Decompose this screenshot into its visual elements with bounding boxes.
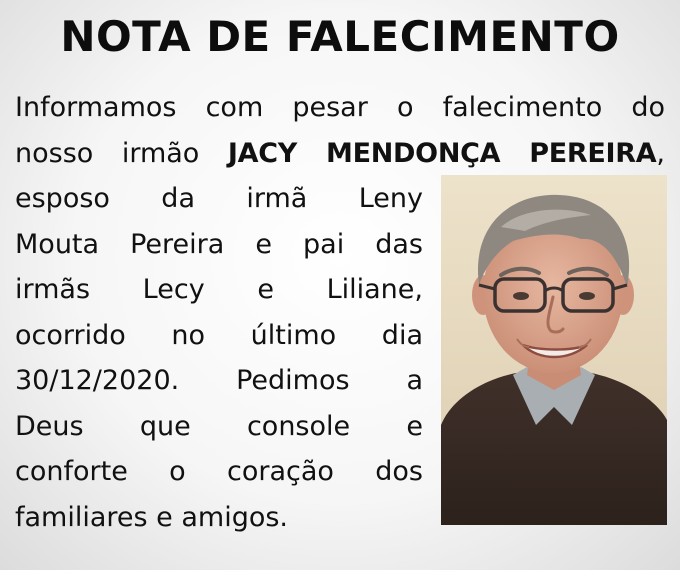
paragraph-line: irmãs Lecy e Liliane, [15,274,423,305]
paragraph-line: Mouta Pereira e pai das [15,228,423,260]
paragraph-line: 30/12/2020. Pedimos a [15,365,423,396]
paragraph-line-name [15,131,665,177]
paragraph-line: esposo da irmã Leny [15,183,423,214]
paragraph-line: Deus que console e [15,410,423,442]
paragraph-line: Informamos com pesar o falecimento do [15,92,665,123]
paragraph-text: nosso irmão [15,137,228,169]
notice-paragraph-body [15,176,423,540]
portrait-photo [441,175,667,525]
paragraph-line: conforte o coração dos [15,456,423,487]
paragraph-text: , [656,137,665,169]
notice-paragraph-top [15,85,665,176]
notice-title: NOTA DE FALECIMENTO [60,12,620,61]
deceased-name: JACY MENDONÇA PEREIRA [227,137,657,169]
paragraph-line: familiares e amigos. [15,501,289,533]
paragraph-line: ocorrido no último dia [15,319,423,351]
